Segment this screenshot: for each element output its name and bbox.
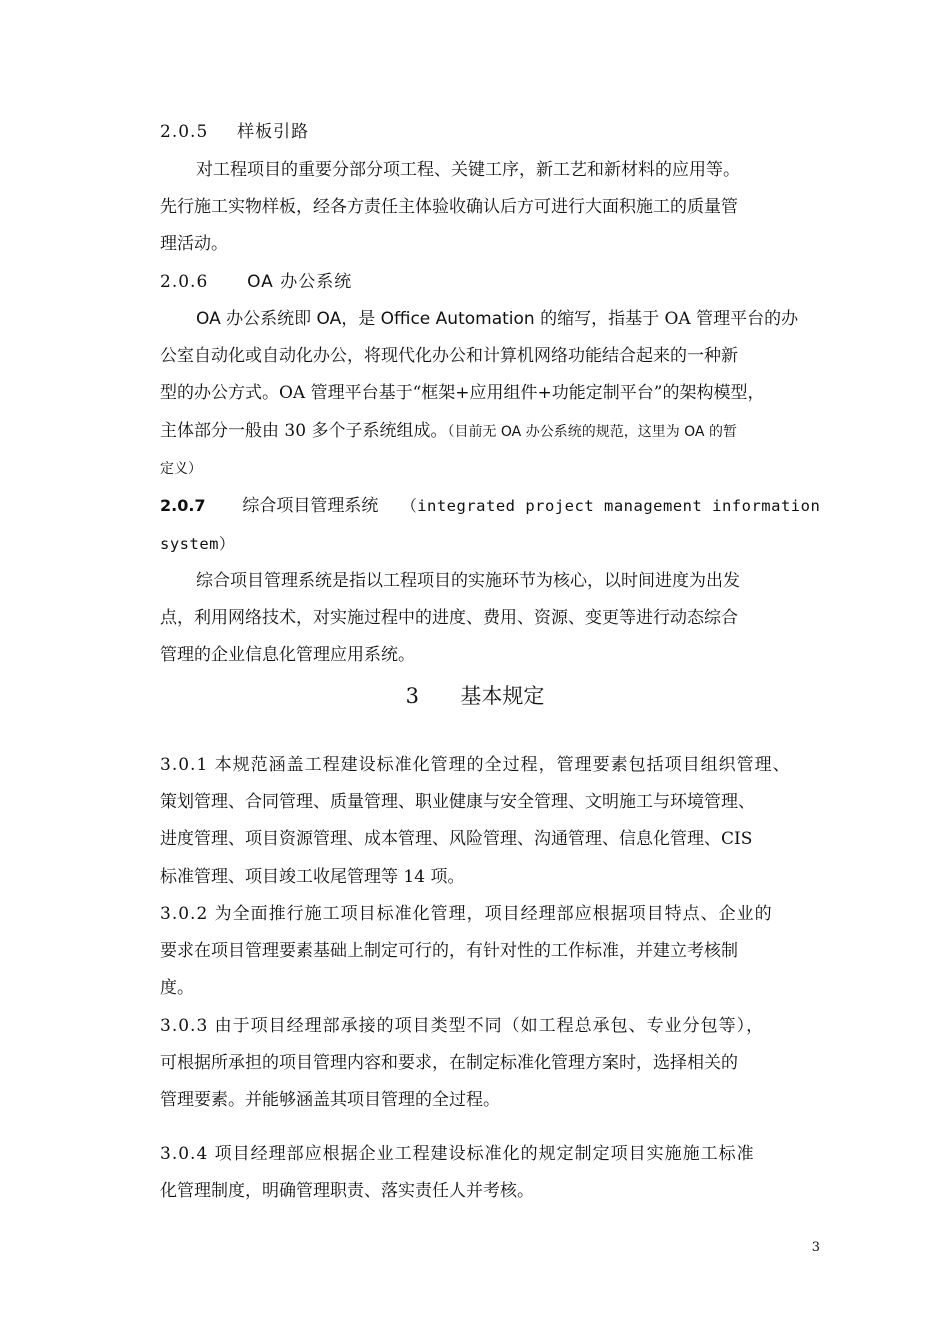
paragraph-line: 管理的企业信息化管理应用系统。 — [160, 645, 415, 665]
text-fragment: OA 办公系统即 OA，是 Office Automation 的缩写， — [196, 309, 609, 329]
note-fragment: （目前无 OA 办公系统的规范，这里为 OA 的暂 — [447, 424, 737, 440]
paragraph-line: 可根据所承担的项目管理内容和要求，在制定标准化管理方案时，选择相关的 — [160, 1053, 738, 1073]
section-title-english-continued: system） — [160, 535, 235, 553]
section-title: 样板引路 — [237, 122, 310, 142]
paragraph-line — [196, 308, 798, 330]
section-number: 2.0.7 — [160, 496, 206, 515]
section-2-0-5-heading — [160, 121, 309, 143]
chapter-title: 基本规定 — [460, 684, 545, 708]
text-fragment: 指基于 OA 管理平台的办 — [608, 309, 799, 329]
paragraph-line: 公室自动化或自动化办公，将现代化办公和计算机网络功能结合起来的一种新 — [160, 346, 738, 366]
paragraph-line: 型的办公方式。OA 管理平台基于“框架+应用组件+功能定制平台”的架构模型， — [160, 383, 765, 403]
chapter-number: 3 — [405, 684, 419, 708]
section-2-0-6-heading — [160, 271, 352, 293]
section-title: 综合项目管理系统 — [242, 496, 379, 516]
paragraph-line: 先行施工实物样板，经各方责任主体验收确认后方可进行大面积施工的质量管 — [160, 197, 738, 217]
paragraph-line: 理活动。 — [160, 234, 228, 254]
paragraph-line: 定义） — [160, 461, 202, 477]
page-number: 3 — [811, 1240, 820, 1255]
paragraph-line: 度。 — [160, 978, 194, 998]
paragraph-line: 要求在项目管理要素基础上制定可行的，有针对性的工作标准，并建立考核制 — [160, 941, 738, 961]
paragraph-line: 标准管理、项目竣工收尾管理等 14 项。 — [160, 867, 465, 887]
paragraph-line: 策划管理、合同管理、质量管理、职业健康与安全管理、文明施工与环境管理、 — [160, 792, 755, 812]
text-fragment: 主体部分一般由 30 多个子系统组成。 — [160, 421, 448, 441]
section-number: 2.0.5 — [160, 122, 209, 142]
paragraph-line: 3.0.2 为全面推行施工项目标准化管理，项目经理部应根据项目特点、企业的 — [160, 904, 773, 924]
section-title: OA 办公系统 — [247, 272, 353, 292]
paragraph-line: 3.0.4 项目经理部应根据企业工程建设标准化的规定制定项目实施施工标准 — [160, 1144, 755, 1164]
paragraph-line: 化管理制度，明确管理职责、落实责任人并考核。 — [160, 1181, 534, 1201]
paragraph-line: 管理要素。并能够涵盖其项目管理的全过程。 — [160, 1090, 500, 1110]
paragraph-line: 3.0.1 本规范涵盖工程建设标准化管理的全过程，管理要素包括项目组织管理、 — [160, 755, 791, 775]
paragraph-line: 综合项目管理系统是指以工程项目的实施环节为核心，以时间进度为出发 — [196, 571, 740, 591]
paragraph-line: 进度管理、项目资源管理、成本管理、风险管理、沟通管理、信息化管理、CIS — [160, 829, 753, 849]
paragraph-line: 对工程项目的重要分部分项工程、关键工序，新工艺和新材料的应用等。 — [196, 160, 740, 180]
paragraph-line: 点，利用网络技术，对实施过程中的进度、费用、资源、变更等进行动态综合 — [160, 608, 738, 628]
paragraph-line — [160, 420, 737, 443]
paragraph-line: 3.0.3 由于项目经理部承接的项目类型不同（如工程总承包、专业分包等）， — [160, 1016, 765, 1036]
section-number: 2.0.6 — [160, 272, 209, 292]
section-2-0-7-heading — [160, 495, 820, 517]
chapter-heading — [0, 683, 950, 709]
section-title-english: （integrated project management information — [401, 497, 821, 515]
